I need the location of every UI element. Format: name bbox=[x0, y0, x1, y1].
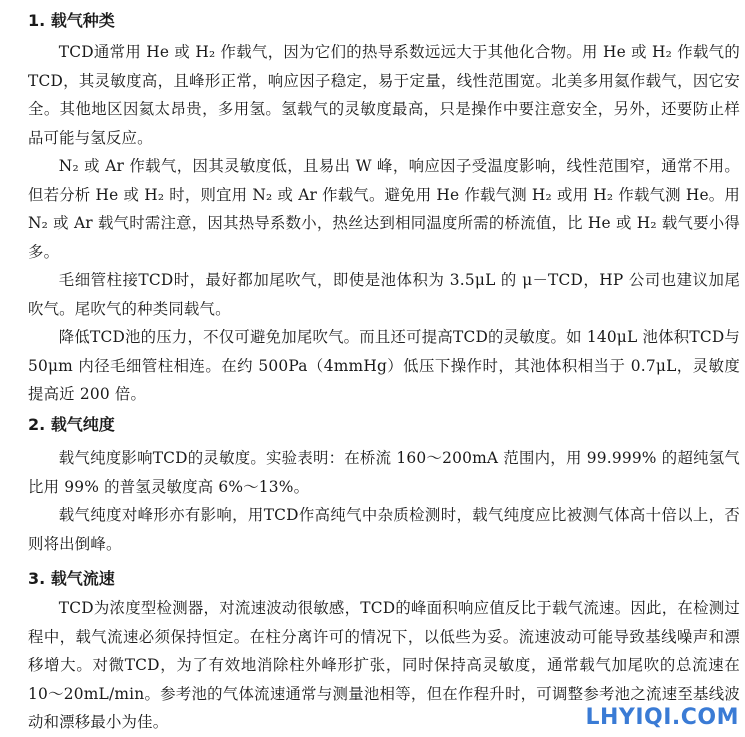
paragraph: 降低TCD池的压力，不仅可避免加尾吹气。而且还可提高TCD的灵敏度。如 140μL 池体积TCD与 50μm 内径毛细管柱相连。在约 500Pa（4mmHg）低压下操作时，其池体积相当于 0.7μL，灵敏度提高近 200 倍。 bbox=[28, 328, 740, 404]
paragraph: TCD通常用 He 或 H₂ 作载气，因为它们的热导系数远远大于其他化合物。用 He 或 H₂ 作载气的TCD，其灵敏度高，且峰形正常，响应因子稳定，易于定量，线性范围宽。北美多用氦作载气，因它安全。其他地区因氦太昂贵，多用氢。氢载气的灵敏度最高，只是操作中要注意安全，另外，还要防止样品可能与氢反应。 bbox=[28, 43, 740, 147]
section-heading: 1. 载气种类 bbox=[28, 11, 115, 30]
paragraph: N₂ 或 Ar 作载气，因其灵敏度低，且易出 W 峰，响应因子受温度影响，线性范围窄，通常不用。但若分析 He 或 H₂ 时，则宜用 N₂ 或 Ar 作载气。避免用 He 作载气测 H₂ 或用 H₂ 作载气测 He。用 N₂ 或 Ar 载气时需注意，因其热导系数小，热丝达到相同温度所需的桥流值，比 He 或 H₂ 载气要小得多。 bbox=[28, 157, 740, 261]
section-heading: 3. 载气流速 bbox=[28, 569, 115, 588]
paragraph: 载气纯度影响TCD的灵敏度。实验表明：在桥流 160～200mA 范围内，用 99.999% 的超纯氢气比用 99% 的普氢灵敏度高 6%～13%。 bbox=[28, 449, 740, 496]
paragraph: 毛细管柱接TCD时，最好都加尾吹气，即使是池体积为 3.5μL 的 μ－TCD，HP 公司也建议加尾吹气。尾吹气的种类同载气。 bbox=[28, 271, 740, 318]
paragraph: 载气纯度对峰形亦有影响，用TCD作高纯气中杂质检测时，载气纯度应比被测气体高十倍以上，否则将出倒峰。 bbox=[28, 506, 740, 553]
paragraph: TCD为浓度型检测器，对流速波动很敏感，TCD的峰面积响应值反比于载气流速。因此，在检测过程中，载气流速必须保持恒定。在柱分离许可的情况下，以低些为妥。流速波动可能导致基线噪声和漂移增大。对微TCD，为了有效地消除柱外峰形扩张，同时保持高灵敏度，通常载气加尾吹的总流速在 10～20mL/min。参考池的气体流速通常与测量池相等，但在作程升时，可调整参考池之流速至基线波动和漂移最小为佳。 bbox=[28, 599, 740, 732]
section-heading: 2. 载气纯度 bbox=[28, 415, 115, 434]
site-watermark: LHYIQI.COM bbox=[585, 705, 739, 730]
